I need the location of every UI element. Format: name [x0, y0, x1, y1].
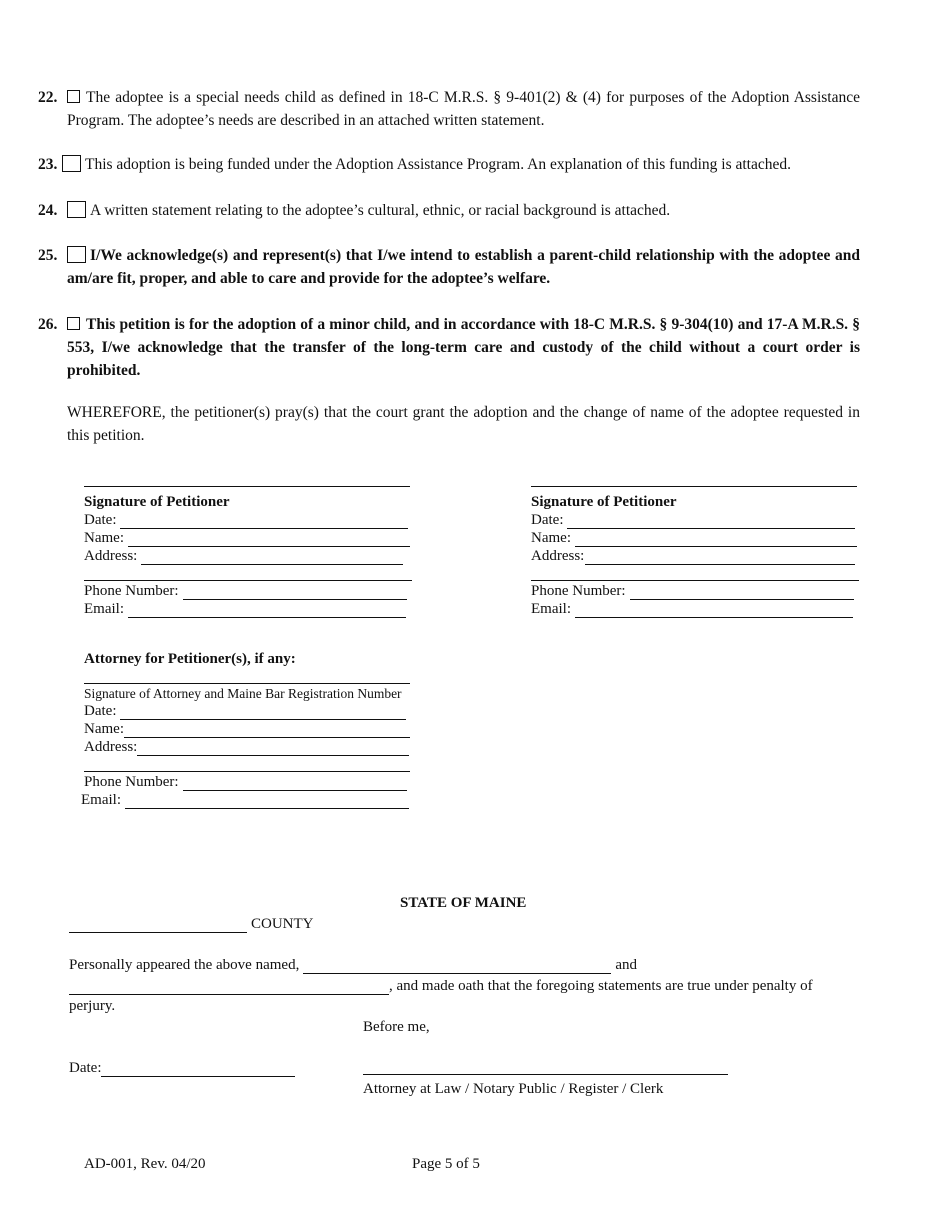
name-label: Name: [84, 721, 124, 737]
official-title: Attorney at Law / Notary Public / Register / Clerk [363, 1081, 664, 1097]
petitioner-2-phone-field[interactable] [531, 582, 854, 600]
item-text: A written statement relating to the adoptee’s cultural, ethnic, or racial background is attached. [90, 202, 671, 219]
phone-label: Phone Number: [531, 583, 626, 599]
petitioner-1-address-line-2[interactable] [84, 580, 412, 581]
phone-label: Phone Number: [84, 774, 179, 790]
address-label: Address: [84, 739, 138, 755]
petitioner-1-name-field[interactable] [84, 529, 410, 547]
item-25 [38, 244, 860, 290]
attorney-heading: Attorney for Petitioner(s), if any: [84, 651, 296, 667]
item-number: 22. [38, 89, 58, 106]
appeared-label: Personally appeared the above named, [69, 957, 300, 973]
state-heading: STATE OF MAINE [400, 895, 527, 911]
petitioner-1-phone-field[interactable] [84, 582, 407, 600]
perjury-text: perjury. [69, 998, 116, 1014]
date-label: Date: [69, 1060, 102, 1076]
address-label: Address: [531, 548, 585, 564]
and-label: and [615, 957, 637, 973]
item-22 [38, 86, 860, 132]
petitioner-1-date-field[interactable] [84, 511, 408, 529]
item-23 [38, 153, 860, 176]
checkbox-cultural-statement[interactable] [67, 201, 86, 218]
petitioner-2-address-line-2[interactable] [531, 580, 859, 581]
phone-label: Phone Number: [84, 583, 179, 599]
item-text: This adoption is being funded under the Adoption Assistance Program. An explanation of this funding is attached. [85, 156, 791, 173]
date-label: Date: [84, 512, 117, 528]
petitioner-1-address-field[interactable] [84, 547, 403, 565]
petitioner-1-email-field[interactable] [84, 600, 406, 618]
email-label: Email: [81, 792, 121, 808]
county-label: COUNTY [251, 916, 314, 932]
petitioner-2-signature-line[interactable] [531, 486, 857, 487]
attorney-signature-line[interactable] [84, 683, 410, 684]
attorney-address-line-2[interactable] [84, 771, 410, 772]
item-26 [38, 313, 860, 382]
oath-text: , and made oath that the foregoing statements are true under penalty of [389, 978, 813, 994]
email-label: Email: [531, 601, 571, 617]
notary-date-field[interactable] [69, 1059, 295, 1077]
attorney-signature-title: Signature of Attorney and Maine Bar Registration Number [84, 686, 402, 701]
checkbox-adoption-assistance[interactable] [62, 155, 81, 172]
item-text: I/We acknowledge(s) and represent(s) that I/we intend to establish a parent-child relationship with the adoptee and am/are fit, proper, and able to care and provide for the adoptee’s welfare. [67, 247, 860, 287]
checkbox-minor-child[interactable] [67, 317, 80, 330]
checkbox-special-needs[interactable] [67, 90, 80, 103]
petitioner-2-signature-title: Signature of Petitioner [531, 494, 677, 510]
petitioner-1-signature-line[interactable] [84, 486, 410, 487]
date-label: Date: [84, 703, 117, 719]
checkbox-acknowledge-relationship[interactable] [67, 246, 86, 263]
date-label: Date: [531, 512, 564, 528]
official-signature-line[interactable] [363, 1074, 728, 1075]
attorney-name-field[interactable] [84, 720, 410, 738]
item-text: The adoptee is a special needs child as defined in 18-C M.R.S. § 9-401(2) & (4) for purposes of the Adoption Assistance Program. The adoptee’s needs are described in an attached written statement. [67, 89, 860, 129]
attorney-phone-field[interactable] [84, 773, 407, 791]
address-label: Address: [84, 548, 138, 564]
petitioner-2-name-field[interactable] [531, 529, 857, 547]
attorney-email-field[interactable] [81, 791, 409, 809]
email-label: Email: [84, 601, 124, 617]
wherefore-paragraph: WHEREFORE, the petitioner(s) pray(s) that the court grant the adoption and the change of name of the adoptee requested in this petition. [67, 404, 860, 444]
oath-field[interactable] [69, 977, 813, 995]
page-number: Page 5 of 5 [412, 1156, 480, 1172]
form-id: AD-001, Rev. 04/20 [84, 1156, 206, 1172]
item-number: 24. [38, 202, 58, 219]
item-number: 26. [38, 316, 58, 333]
petitioner-2-date-field[interactable] [531, 511, 855, 529]
county-field[interactable] [69, 915, 314, 933]
item-number: 25. [38, 247, 58, 264]
attorney-address-field[interactable] [84, 738, 409, 756]
name-label: Name: [531, 530, 571, 546]
petitioner-2-email-field[interactable] [531, 600, 853, 618]
attorney-date-field[interactable] [84, 702, 406, 720]
item-text: This petition is for the adoption of a minor child, and in accordance with 18-C M.R.S. § 9-304(10) and 17-A M.R.S. § 553, I/we acknowledge that the transfer of the long-term care and custody of the child without a court order is prohibited. [67, 316, 860, 379]
name-label: Name: [84, 530, 124, 546]
item-number: 23. [38, 156, 58, 173]
petitioner-2-address-field[interactable] [531, 547, 855, 565]
item-24 [38, 199, 860, 222]
appeared-field[interactable] [69, 956, 637, 974]
petitioner-1-signature-title: Signature of Petitioner [84, 494, 230, 510]
before-me-text: Before me, [363, 1019, 430, 1035]
